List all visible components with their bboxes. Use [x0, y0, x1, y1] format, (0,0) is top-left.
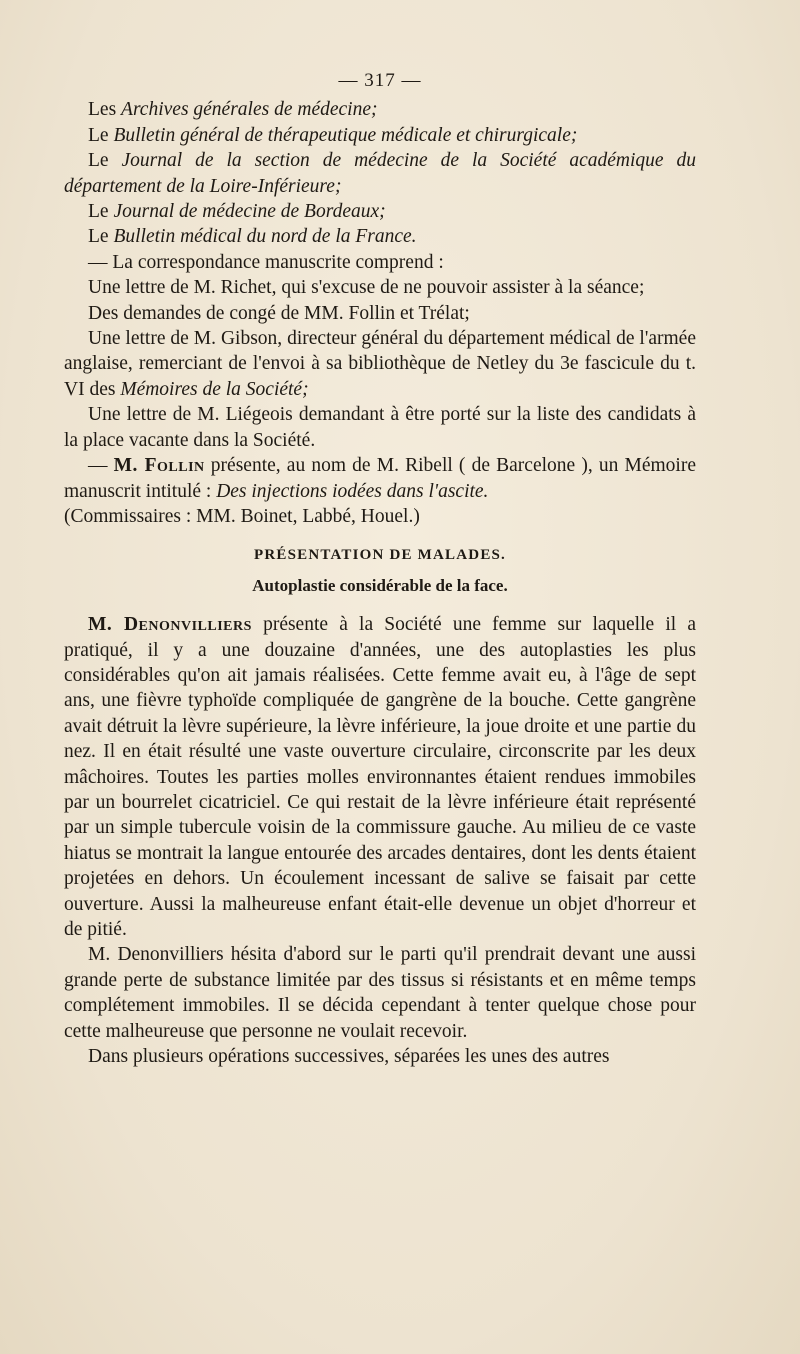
letter-gibson	[64, 326, 696, 402]
journal-prefix: Le	[88, 226, 114, 248]
journal-item	[64, 97, 696, 122]
journal-title: Bulletin général de thérapeutique médicale et chirurgicale;	[113, 124, 578, 146]
letter-liegeois: Une lettre de M. Liégeois demandant à être porté sur la liste des candidats à la place vacante dans la Société.	[64, 404, 696, 451]
journal-item	[64, 224, 696, 249]
follin-paragraph	[64, 453, 696, 504]
page-content	[64, 68, 696, 1069]
journal-item	[64, 148, 696, 199]
page-number: — 317 —	[338, 70, 422, 91]
denonvilliers-paragraph-3: Dans plusieurs opérations successives, séparées les unes des autres	[88, 1046, 610, 1068]
follin-commissaires: (Commissaires : MM. Boinet, Labbé, Houel.)	[64, 505, 420, 527]
section-heading: PRÉSENTATION DE MALADES.	[253, 547, 507, 564]
journal-prefix: Les	[88, 99, 122, 121]
denonvilliers-paragraph-2: M. Denonvilliers hésita d'abord sur le parti qu'il prendrait devant une aussi grande perte de substance limitée par des tissus si résistants et en même temps complétement immobiles. Il se décida cependant à tenter quelque chose pour cette malheureuse que personne ne voulait recevoir.	[64, 944, 696, 1042]
follin-memoir-title: Des injections iodées dans l'ascite.	[216, 480, 489, 502]
denonvilliers-text: présente à la Société une femme sur laquelle il a pratiqué, il y a une douzaine d'années, une des autoplasties les plus considérables qu'on ait jamais réalisées. Cette femme avait eu, à l'âge de sept ans, une fièvre typhoïde compliquée de gangrène de la bouche. Cette gangrène avait détruit la lèvre supérieure, la lèvre inférieure, la joue droite et une partie du nez. Il en était résulté une vaste ouverture circulaire, circonscrite par les deux mâchoires. Toutes les parties molles environnantes étaient rendues immobiles par un bourrelet cicatriciel. Ce qui restait de la lèvre inférieure était représenté par un simple tubercule voisin de la commissure gauche. Au milieu de ce vaste hiatus se montrait la langue entourée des arcades dentaires, dont les dents étaient projetées en dehors. Un écoulement incessant de salive se faisait par cette ouverture. Aussi la malheureuse enfant était-elle devenue un objet d'horreur et de pitié.	[64, 614, 696, 940]
journal-title: Journal de médecine de Bordeaux;	[113, 201, 386, 223]
denonvilliers-name: M. Denonvilliers	[88, 614, 252, 636]
follin-text: présente, au nom de M. Ribell ( de Barcelone ), un Mémoire manuscrit intitulé :	[64, 455, 696, 502]
journal-prefix: Le	[88, 124, 114, 146]
follin-dash: —	[88, 455, 114, 477]
journal-item	[64, 199, 696, 224]
letter-gibson-title: Mémoires de la Société;	[120, 378, 309, 400]
correspondence-intro: — La correspondance manuscrite comprend :	[88, 251, 444, 273]
journal-item	[64, 123, 696, 148]
journal-title: Archives générales de médecine;	[121, 99, 378, 121]
letter-conge: Des demandes de congé de MM. Follin et Trélat;	[88, 302, 470, 324]
journal-prefix: Le	[88, 201, 114, 223]
letter-gibson-text: Une lettre de M. Gibson, directeur général du département médical de l'armée anglaise, remerciant de l'envoi à sa bibliothèque de Netley du 3e fascicule du t. VI des	[64, 328, 696, 400]
letter-richet: Une lettre de M. Richet, qui s'excuse de ne pouvoir assister à la séance;	[88, 277, 645, 299]
section-subheading: Autoplastie considérable de la face.	[252, 575, 508, 595]
journal-prefix: Le	[88, 150, 122, 172]
denonvilliers-paragraph-1	[64, 612, 696, 942]
follin-name: M. Follin	[113, 455, 205, 477]
journal-title: Bulletin médical du nord de la France.	[113, 226, 417, 248]
journal-title: Journal de la section de médecine de la Société académique du département de la Loire-Inférieure;	[64, 150, 696, 197]
